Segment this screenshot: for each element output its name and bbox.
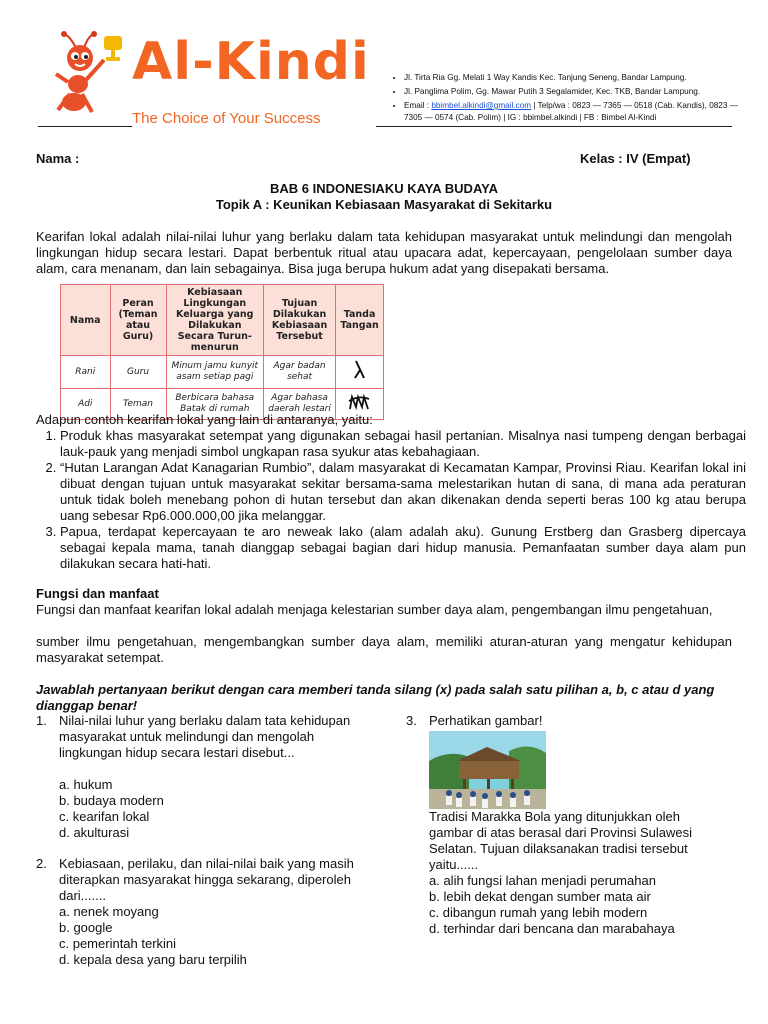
- signature-icon: [350, 358, 370, 382]
- address-1: • Jl. Tirta Ria Gg. Melati 1 Way Kandis Kec. Tanjung Seneng, Bandar Lampung.: [404, 72, 744, 84]
- signature-icon: [347, 391, 373, 413]
- name-label: Nama :: [36, 151, 80, 166]
- contact-line: • Email : bbimbel.alkindi@gmail.com | Telp/wa : 0823 — 7365 — 0518 (Cab. Kandis), 0823 — 7305 — 0574 (Cab. Polim) | IG : bbimbel.alkindi | FB : Bimbel Al-Kindi: [404, 100, 744, 124]
- contact-info: [394, 72, 744, 126]
- table-header: Nama: [61, 285, 111, 356]
- list-item: 3. Papua, terdapat kepercayaan te aro neweak lako (alam adalah aku). Gunung Erstberg dan Grasberg dipercaya sebagai kepala mama, tanah dianggap sebagai bagian dari hidup manusia. Pemanfaatan sumber daya alam pun dilakukan secara hati-hati.: [60, 524, 746, 572]
- chapter-title: BAB 6 INDONESIAKU KAYA BUDAYA: [269, 181, 499, 196]
- q3-prompt: Perhatikan gambar!: [429, 713, 543, 728]
- table-cell: Guru: [110, 356, 166, 389]
- brand-tagline: The Choice of Your Success: [132, 110, 321, 127]
- table-cell: Minum jamu kunyit asam setiap pagi: [166, 356, 264, 389]
- signature-cell: [336, 356, 384, 389]
- q1-option-c[interactable]: c. kearifan lokal: [59, 809, 150, 824]
- table-cell: Agar bahasa daerah lestari: [264, 389, 336, 420]
- list-item: 2. “Hutan Larangan Adat Kanagarian Rumbio”, dalam masyarakat di Kecamatan Kampar, Provinsi Riau. Kearifan lokal ini dibuat dengan tujuan untuk masyarakat sekitar bersama-sama melestarikan hutan di sana, di mana ada peraturan untuk tidak boleh menebang pohon di hutan tersebut dan akan dikenakan denda seperti beras 100 kg atau berupa uang sebesar Rp6.000.000,00 jika melanggar.: [60, 460, 746, 524]
- logo: [46, 28, 386, 128]
- q2-option-b[interactable]: b. google: [59, 920, 113, 935]
- q1-option-d[interactable]: d. akulturasi: [59, 825, 130, 840]
- q3-option-d[interactable]: d. terhindar dari bencana dan marabahaya: [429, 921, 675, 936]
- q1-option-b[interactable]: b. budaya modern: [59, 793, 164, 808]
- class-label: Kelas : IV (Empat): [580, 151, 691, 166]
- table-header: Peran (Teman atau Guru): [110, 285, 166, 356]
- q3-option-c[interactable]: c. dibangun rumah yang lebih modern: [429, 905, 648, 920]
- table-header: Tanda Tangan: [336, 285, 384, 356]
- ant-mascot-icon: [52, 30, 132, 114]
- examples-list: [14, 428, 746, 572]
- fungsi-text-2: sumber ilmu pengetahuan, mengembangkan sumber daya alam, memiliki aturan-aturan yang mengatur kehidupan masyarakat setempat.: [36, 634, 732, 665]
- example-table: [60, 284, 384, 420]
- table-cell: Teman: [110, 389, 166, 420]
- instruction: Jawablah pertanyaan berikut dengan cara memberi tanda silang (x) pada salah satu pilihan a, b, c atau d yang dianggap benar!: [36, 682, 715, 713]
- list-item: 1. Produk khas masyarakat setempat yang digunakan sebagai hasil pertanian. Misalnya nasi tumpeng dengan berbagai lauk-pauk yang menjadi simbol ungkapan rasa syukur atas kebahagiaan.: [60, 428, 746, 460]
- q1-text: Nilai-nilai luhur yang berlaku dalam tata kehidupan masyarakat untuk melindungi dan mengolah lingkungan hidup secara lestari disebut...: [59, 713, 351, 760]
- q3-number: 3.: [406, 713, 417, 728]
- q1-number: 1.: [36, 713, 47, 728]
- header-rule-right: [376, 126, 732, 127]
- q1-option-a[interactable]: a. hukum: [59, 777, 113, 792]
- intro-paragraph: Kearifan lokal adalah nilai-nilai luhur yang berlaku dalam tata kehidupan masyarakat untuk melindungi dan mengolah lingkungan hidup secara lestari. Dapat berbentuk ritual atau upacara adat, kepercayaan, pengelolaan sumber daya alam, cara menanam, dan lain sebagainya. Bisa juga berupa hukum adat yang disepakati bersama.: [36, 229, 732, 276]
- q2-number: 2.: [36, 856, 47, 871]
- table-cell: Adi: [61, 389, 111, 420]
- header-rule-left: [38, 126, 132, 127]
- table-cell: Berbicara bahasa Batak di rumah: [166, 389, 264, 420]
- q2-option-d[interactable]: d. kepala desa yang baru terpilih: [59, 952, 247, 967]
- q3-text: Tradisi Marakka Bola yang ditunjukkan oleh gambar di atas berasal dari Provinsi Sulawesi Selatan. Tujuan dilaksanakan tradisi tersebut yaitu......: [429, 809, 693, 872]
- examples-lead: Adapun contoh kearifan lokal yang lain di antaranya, yaitu:: [36, 412, 373, 427]
- topic-title: Topik A : Keunikan Kebiasaan Masyarakat di Sekitarku: [215, 197, 553, 212]
- fungsi-text-1: Fungsi dan manfaat kearifan lokal adalah menjaga kelestarian sumber daya alam, pengembangan ilmu pengetahuan,: [36, 602, 713, 617]
- q2-option-a[interactable]: a. nenek moyang: [59, 904, 159, 919]
- address-2: • Jl. Panglima Polim, Gg. Mawar Putih 3 Segalamider, Kec. TKB, Bandar Lampung.: [404, 86, 744, 98]
- q3-option-a[interactable]: a. alih fungsi lahan menjadi perumahan: [429, 873, 656, 888]
- q2-option-c[interactable]: c. pemerintah terkini: [59, 936, 177, 951]
- q2-text: Kebiasaan, perilaku, dan nilai-nilai baik yang masih diterapkan masyarakat hingga sekarang, diperoleh dari.......: [59, 856, 354, 903]
- table-header: Tujuan Dilakukan Kebiasaan Tersebut: [264, 285, 336, 356]
- table-header-row: [61, 285, 384, 356]
- fungsi-heading: Fungsi dan manfaat: [36, 586, 159, 601]
- email-link[interactable]: bbimbel.alkindi@gmail.com: [431, 101, 532, 110]
- brand-name: Al-Kindi: [132, 32, 370, 92]
- table-cell: Rani: [61, 356, 111, 389]
- table-row: [61, 356, 384, 389]
- table-cell: Agar badan sehat: [264, 356, 336, 389]
- q3-option-b[interactable]: b. lebih dekat dengan sumber mata air: [429, 889, 651, 904]
- table-header: Kebiasaan Lingkungan Keluarga yang Dilakukan Secara Turun-menurun: [166, 285, 264, 356]
- marakka-bola-image: [429, 731, 546, 809]
